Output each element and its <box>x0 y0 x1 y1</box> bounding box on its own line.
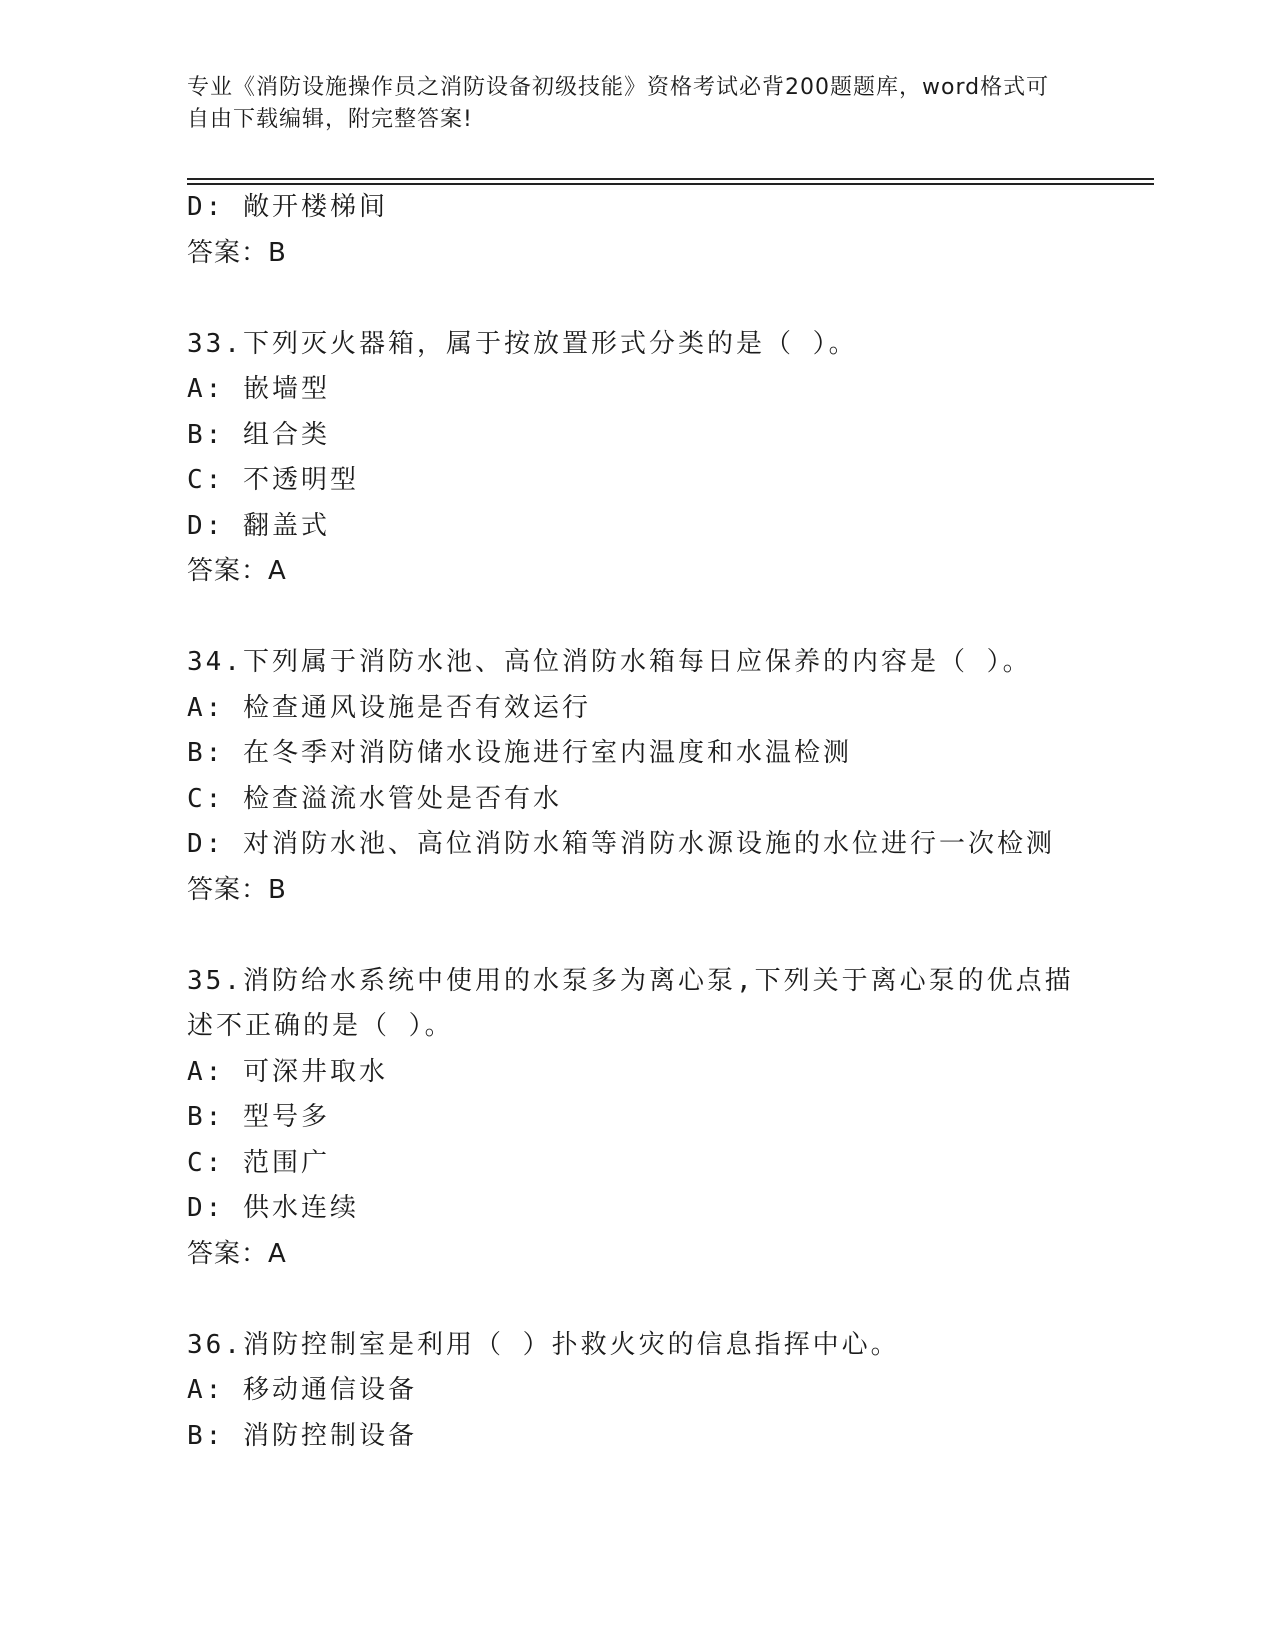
spacer <box>187 1277 1087 1323</box>
question-stem-line-1: 35.消防给水系统中使用的水泵多为离心泵,下列关于离心泵的优点描 <box>187 965 1074 996</box>
header-divider-top <box>187 178 1154 180</box>
page-header: 专业《消防设施操作员之消防设备初级技能》资格考试必背200题题库，word格式可自由下载编辑，附完整答案! <box>187 75 1050 132</box>
option-d: D: 供水连续 <box>187 1193 359 1223</box>
option-d: D: 敞开楼梯间 <box>187 192 388 222</box>
option-c: C: 范围广 <box>187 1147 330 1178</box>
answer-line: 答案：B <box>187 237 287 268</box>
option-a: A: 嵌墙型 <box>187 374 330 404</box>
option-a: A: 可深井取水 <box>187 1056 388 1087</box>
question-stem: 34.下列属于消防水池、高位消防水箱每日应保养的内容是（ ）。 <box>187 647 1032 677</box>
answer-line: 答案：B <box>187 874 287 905</box>
option-c: C: 不透明型 <box>187 465 359 495</box>
question-block <box>187 959 1087 1278</box>
spacer <box>187 913 1087 959</box>
question-block <box>187 1323 1087 1460</box>
option-b: B: 型号多 <box>187 1102 330 1132</box>
spacer <box>187 595 1087 641</box>
answer-line: 答案：A <box>187 1238 287 1269</box>
question-stem: 33.下列灭火器箱，属于按放置形式分类的是（ ）。 <box>187 328 858 359</box>
option-d: D: 翻盖式 <box>187 510 330 541</box>
option-c: C: 检查溢流水管处是否有水 <box>187 783 562 814</box>
spacer <box>187 276 1087 322</box>
option-b: B: 消防控制设备 <box>187 1420 417 1451</box>
option-b: B: 在冬季对消防储水设施进行室内温度和水温检测 <box>187 738 852 768</box>
question-block <box>187 640 1087 913</box>
question-stem: 36.消防控制室是利用（ ）扑救火灾的信息指挥中心。 <box>187 1329 900 1360</box>
question-stem-line-2: 述不正确的是（ ）。 <box>187 1011 454 1041</box>
option-d: D: 对消防水池、高位消防水箱等消防水源设施的水位进行一次检测 <box>187 829 1055 859</box>
option-a: A: 检查通风设施是否有效运行 <box>187 692 591 723</box>
question-block <box>187 322 1087 595</box>
question-content <box>187 185 1087 1459</box>
option-b: B: 组合类 <box>187 419 330 450</box>
option-a: A: 移动通信设备 <box>187 1375 417 1405</box>
answer-line: 答案：A <box>187 556 287 586</box>
